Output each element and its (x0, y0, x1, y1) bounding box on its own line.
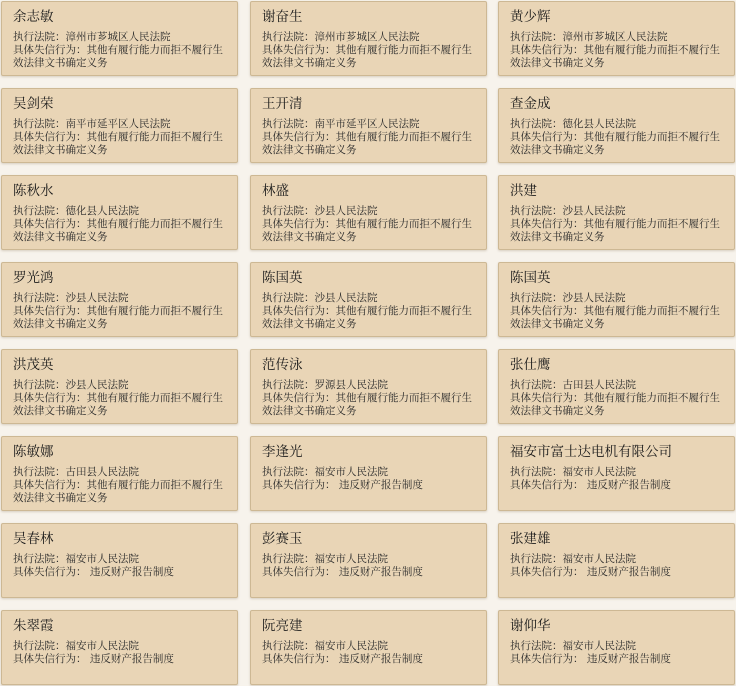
behavior-line (13, 566, 227, 579)
behavior-value: 违反财产报告制度 (335, 653, 423, 665)
court-value: 沙县人民法院 (65, 379, 129, 391)
behavior-line (510, 218, 724, 244)
behavior-label: 具体失信行为： (262, 131, 336, 143)
person-name[interactable]: 陈敏娜 (13, 444, 54, 460)
list-item[interactable] (498, 175, 735, 250)
list-item[interactable] (250, 262, 487, 337)
behavior-label: 具体失信行为： (13, 305, 87, 317)
court-line (262, 553, 476, 566)
behavior-value: 违反财产报告制度 (583, 479, 671, 491)
court-value: 沙县人民法院 (562, 292, 626, 304)
behavior-label: 具体失信行为： (262, 653, 336, 665)
court-line (510, 205, 724, 218)
court-label: 执行法院： (262, 118, 315, 130)
court-label: 执行法院： (262, 379, 315, 391)
behavior-value: 违反财产报告制度 (583, 566, 671, 578)
behavior-label: 具体失信行为： (510, 653, 584, 665)
court-line (510, 640, 724, 653)
behavior-label: 具体失信行为： (510, 44, 584, 56)
behavior-value: 其他有履行能力而拒不履行生效法律文书确定义务 (510, 44, 720, 69)
list-item[interactable] (498, 436, 735, 511)
list-item[interactable] (498, 88, 735, 163)
court-value: 漳州市芗城区人民法院 (65, 31, 171, 43)
person-name[interactable]: 谢奋生 (262, 9, 303, 25)
list-item[interactable] (1, 262, 238, 337)
behavior-label: 具体失信行为： (13, 653, 87, 665)
court-label: 执行法院： (262, 553, 315, 565)
behavior-value: 其他有履行能力而拒不履行生效法律文书确定义务 (262, 305, 472, 330)
behavior-label: 具体失信行为： (510, 479, 584, 491)
court-label: 执行法院： (510, 292, 563, 304)
court-value: 南平市延平区人民法院 (65, 118, 171, 130)
behavior-value: 违反财产报告制度 (86, 566, 174, 578)
behavior-label: 具体失信行为： (262, 218, 336, 230)
person-name[interactable]: 吴剑荣 (13, 96, 54, 112)
behavior-line (13, 653, 227, 666)
behavior-label: 具体失信行为： (510, 305, 584, 317)
person-name[interactable]: 洪茂英 (13, 357, 54, 373)
court-line (262, 292, 476, 305)
list-item[interactable] (250, 610, 487, 685)
list-item[interactable] (1, 349, 238, 424)
behavior-line (13, 131, 227, 157)
court-label: 执行法院： (13, 379, 66, 391)
court-label: 执行法院： (510, 31, 563, 43)
court-line (13, 205, 227, 218)
behavior-value: 其他有履行能力而拒不履行生效法律文书确定义务 (510, 218, 720, 243)
behavior-value: 违反财产报告制度 (335, 566, 423, 578)
list-item[interactable] (1, 436, 238, 511)
court-line (13, 31, 227, 44)
court-label: 执行法院： (510, 466, 563, 478)
court-label: 执行法院： (510, 205, 563, 217)
court-value: 福安市人民法院 (314, 466, 388, 478)
court-value: 福安市人民法院 (314, 640, 388, 652)
court-label: 执行法院： (262, 31, 315, 43)
person-name[interactable]: 陈国英 (262, 270, 303, 286)
court-line (262, 379, 476, 392)
behavior-label: 具体失信行为： (262, 392, 336, 404)
behavior-label: 具体失信行为： (13, 566, 87, 578)
behavior-line (13, 218, 227, 244)
court-label: 执行法院： (13, 205, 66, 217)
court-line (510, 292, 724, 305)
court-line (262, 205, 476, 218)
behavior-line (262, 653, 476, 666)
person-name[interactable]: 查金成 (510, 96, 551, 112)
court-line (262, 118, 476, 131)
court-line (13, 466, 227, 479)
court-label: 执行法院： (510, 553, 563, 565)
behavior-value: 违反财产报告制度 (335, 479, 423, 491)
court-value: 罗源县人民法院 (314, 379, 388, 391)
behavior-line (262, 305, 476, 331)
court-label: 执行法院： (262, 640, 315, 652)
behavior-value: 其他有履行能力而拒不履行生效法律文书确定义务 (262, 131, 472, 156)
court-label: 执行法院： (13, 466, 66, 478)
behavior-value: 其他有履行能力而拒不履行生效法律文书确定义务 (13, 44, 223, 69)
list-item[interactable] (250, 175, 487, 250)
behavior-value: 其他有履行能力而拒不履行生效法律文书确定义务 (13, 305, 223, 330)
person-name[interactable]: 张建雄 (510, 531, 551, 547)
court-value: 沙县人民法院 (65, 292, 129, 304)
list-item[interactable] (498, 1, 735, 76)
court-value: 福安市人民法院 (562, 466, 636, 478)
person-name[interactable]: 彭赛玉 (262, 531, 303, 547)
person-name[interactable]: 范传泳 (262, 357, 303, 373)
behavior-label: 具体失信行为： (510, 218, 584, 230)
behavior-line (510, 479, 724, 492)
behavior-label: 具体失信行为： (13, 392, 87, 404)
behavior-value: 违反财产报告制度 (583, 653, 671, 665)
behavior-line (262, 131, 476, 157)
behavior-value: 其他有履行能力而拒不履行生效法律文书确定义务 (510, 131, 720, 156)
list-item[interactable] (498, 349, 735, 424)
court-line (510, 553, 724, 566)
behavior-line (13, 44, 227, 70)
behavior-value: 其他有履行能力而拒不履行生效法律文书确定义务 (13, 131, 223, 156)
person-name[interactable]: 黄少辉 (510, 9, 551, 25)
person-name[interactable]: 陈秋水 (13, 183, 54, 199)
court-line (13, 118, 227, 131)
court-value: 福安市人民法院 (562, 553, 636, 565)
person-name[interactable]: 王开清 (262, 96, 303, 112)
behavior-label: 具体失信行为： (510, 392, 584, 404)
court-value: 漳州市芗城区人民法院 (314, 31, 420, 43)
court-label: 执行法院： (262, 292, 315, 304)
court-value: 福安市人民法院 (65, 640, 139, 652)
person-name[interactable]: 罗光鸿 (13, 270, 54, 286)
person-name[interactable]: 陈国英 (510, 270, 551, 286)
court-value: 沙县人民法院 (314, 292, 378, 304)
behavior-line (262, 218, 476, 244)
court-value: 德化县人民法院 (65, 205, 139, 217)
court-value: 德化县人民法院 (562, 118, 636, 130)
court-value: 福安市人民法院 (562, 640, 636, 652)
list-item[interactable] (498, 610, 735, 685)
behavior-line (13, 305, 227, 331)
behavior-value: 其他有履行能力而拒不履行生效法律文书确定义务 (510, 305, 720, 330)
list-item[interactable] (250, 1, 487, 76)
person-name[interactable]: 谢仰华 (510, 618, 551, 634)
list-item[interactable] (1, 175, 238, 250)
court-line (13, 640, 227, 653)
court-line (13, 292, 227, 305)
person-name[interactable]: 林盛 (262, 183, 289, 199)
list-item[interactable] (1, 610, 238, 685)
person-name[interactable]: 洪建 (510, 183, 537, 199)
person-name[interactable]: 李逢光 (262, 444, 303, 460)
behavior-label: 具体失信行为： (13, 218, 87, 230)
court-label: 执行法院： (13, 31, 66, 43)
behavior-line (262, 44, 476, 70)
behavior-line (262, 479, 476, 492)
court-line (13, 379, 227, 392)
behavior-value: 违反财产报告制度 (86, 653, 174, 665)
list-item[interactable] (1, 523, 238, 598)
person-name[interactable]: 余志敏 (13, 9, 54, 25)
court-label: 执行法院： (262, 466, 315, 478)
behavior-line (510, 44, 724, 70)
court-value: 南平市延平区人民法院 (314, 118, 420, 130)
court-line (262, 31, 476, 44)
person-name[interactable]: 吴春林 (13, 531, 54, 547)
court-value: 沙县人民法院 (562, 205, 626, 217)
court-label: 执行法院： (510, 640, 563, 652)
court-label: 执行法院： (510, 379, 563, 391)
behavior-label: 具体失信行为： (262, 44, 336, 56)
behavior-line (262, 566, 476, 579)
behavior-line (510, 305, 724, 331)
list-item[interactable] (1, 1, 238, 76)
court-label: 执行法院： (262, 205, 315, 217)
behavior-line (510, 392, 724, 418)
court-line (262, 466, 476, 479)
behavior-label: 具体失信行为： (262, 305, 336, 317)
behavior-label: 具体失信行为： (13, 131, 87, 143)
court-line (262, 640, 476, 653)
person-name[interactable]: 福安市富士达电机有限公司 (510, 444, 672, 460)
behavior-line (510, 653, 724, 666)
behavior-value: 其他有履行能力而拒不履行生效法律文书确定义务 (262, 218, 472, 243)
court-line (510, 379, 724, 392)
court-label: 执行法院： (13, 292, 66, 304)
list-item[interactable] (250, 523, 487, 598)
court-value: 古田县人民法院 (65, 466, 139, 478)
behavior-label: 具体失信行为： (262, 479, 336, 491)
court-value: 福安市人民法院 (314, 553, 388, 565)
behavior-line (262, 392, 476, 418)
list-item[interactable] (250, 436, 487, 511)
behavior-label: 具体失信行为： (13, 44, 87, 56)
court-line (510, 466, 724, 479)
behavior-line (13, 479, 227, 505)
court-line (510, 118, 724, 131)
list-item[interactable] (250, 349, 487, 424)
court-value: 沙县人民法院 (314, 205, 378, 217)
behavior-value: 其他有履行能力而拒不履行生效法律文书确定义务 (13, 218, 223, 243)
behavior-line (510, 566, 724, 579)
person-name[interactable]: 张仕鹰 (510, 357, 551, 373)
behavior-value: 其他有履行能力而拒不履行生效法律文书确定义务 (13, 392, 223, 417)
person-name[interactable]: 阮亮建 (262, 618, 303, 634)
court-label: 执行法院： (13, 640, 66, 652)
court-label: 执行法院： (510, 118, 563, 130)
list-item[interactable] (250, 88, 487, 163)
behavior-value: 其他有履行能力而拒不履行生效法律文书确定义务 (262, 392, 472, 417)
behavior-line (510, 131, 724, 157)
behavior-label: 具体失信行为： (262, 566, 336, 578)
behavior-line (13, 392, 227, 418)
behavior-label: 具体失信行为： (510, 131, 584, 143)
behavior-value: 其他有履行能力而拒不履行生效法律文书确定义务 (262, 44, 472, 69)
court-value: 漳州市芗城区人民法院 (562, 31, 668, 43)
list-item[interactable] (498, 523, 735, 598)
list-item[interactable] (1, 88, 238, 163)
court-label: 执行法院： (13, 553, 66, 565)
court-value: 福安市人民法院 (65, 553, 139, 565)
list-item[interactable] (498, 262, 735, 337)
court-line (13, 553, 227, 566)
person-name[interactable]: 朱翠霞 (13, 618, 54, 634)
court-value: 古田县人民法院 (562, 379, 636, 391)
behavior-value: 其他有履行能力而拒不履行生效法律文书确定义务 (510, 392, 720, 417)
behavior-value: 其他有履行能力而拒不履行生效法律文书确定义务 (13, 479, 223, 504)
behavior-label: 具体失信行为： (510, 566, 584, 578)
court-line (510, 31, 724, 44)
behavior-label: 具体失信行为： (13, 479, 87, 491)
court-label: 执行法院： (13, 118, 66, 130)
